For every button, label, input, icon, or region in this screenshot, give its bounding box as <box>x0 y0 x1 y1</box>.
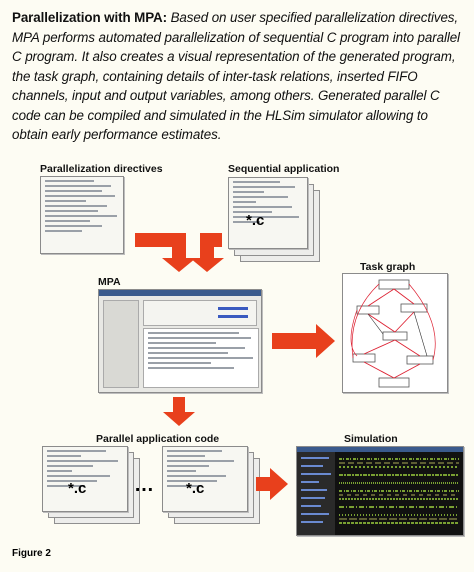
ellipsis: … <box>134 474 155 496</box>
intro-lead: Parallelization with MPA: <box>12 10 167 25</box>
arrow-down-icon <box>135 233 196 272</box>
label-simulation: Simulation <box>344 433 398 445</box>
arrow-right-icon <box>256 468 288 500</box>
label-sequential-application: Sequential application <box>228 163 340 175</box>
intro-body: Based on user specified parallelization directives, MPA performs automated parallelization of sequential C program into parallel C program. It also creates a visual representation of the generated program, the task graph, containing details of inter-task relations, inserted FIFO channels, input and output variables, among others. Generated parallel C code can be compiled and simulated in the HLSim simulator allowing to obtain early performance estimates. <box>12 10 460 142</box>
label-task-graph: Task graph <box>360 261 416 273</box>
parallel-file2-ext: *.c <box>186 480 205 497</box>
figure-caption: Figure 2 <box>12 548 51 559</box>
arrow-down-icon <box>163 397 195 426</box>
label-parallel-application-code: Parallel application code <box>96 433 220 445</box>
sequential-file-ext: *.c <box>246 212 265 229</box>
label-parallelization-directives: Parallelization directives <box>40 163 163 175</box>
arrow-down-icon <box>190 233 224 272</box>
parallel-file1-ext: *.c <box>68 480 87 497</box>
label-mpa: MPA <box>98 276 121 288</box>
arrow-right-icon <box>272 324 335 358</box>
